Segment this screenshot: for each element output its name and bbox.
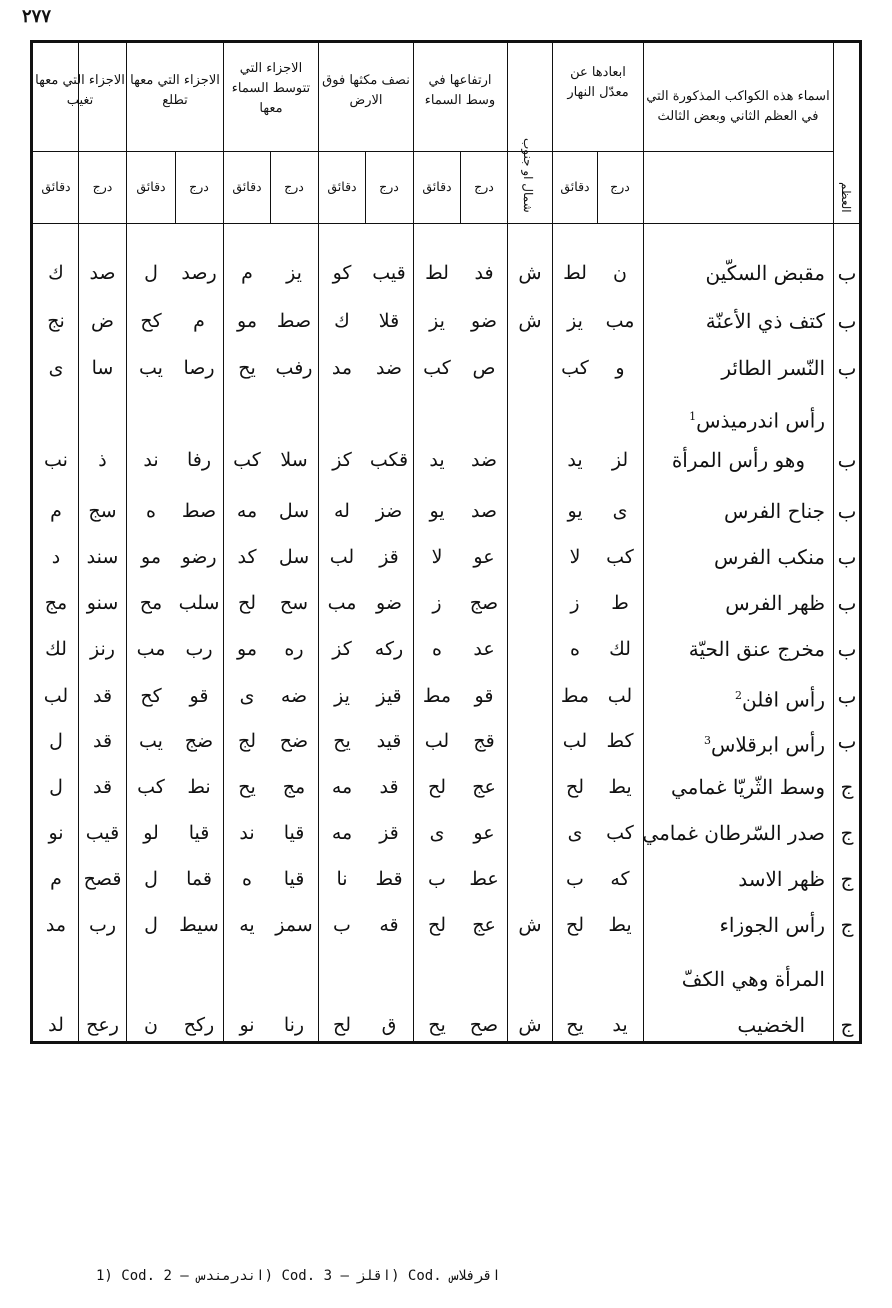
cell-d6: رعح: [86, 1014, 119, 1036]
page-number: ٢٧٧: [22, 6, 52, 27]
star-name-text: مقبض السكّين: [705, 261, 825, 285]
star-name-text: النّسر الطائر: [721, 356, 825, 380]
cell-d5: رب: [185, 638, 213, 660]
cell-m3: له: [334, 500, 350, 522]
cell-m6: لك: [45, 638, 67, 660]
footnote-ref: 1: [689, 410, 697, 423]
cell-m1: يد: [567, 449, 583, 471]
cell-m3: مب: [327, 592, 357, 614]
cell-d3: قد: [379, 776, 399, 798]
col-rule: [833, 43, 834, 1041]
cell-m3: يح: [333, 730, 351, 752]
cell-m2: ه: [432, 638, 442, 660]
cell-m6: نو: [48, 822, 64, 844]
star-name: [645, 627, 825, 671]
cell-m2: لا: [431, 546, 443, 568]
cell-m6: ك: [48, 262, 64, 284]
cell-m1: لح: [565, 776, 585, 798]
star-name-continued: الخضيب: [737, 1013, 805, 1037]
header-equator-distance: ابعادها عن معدّل النهار: [567, 65, 629, 100]
cell-d4: قيا: [283, 868, 305, 890]
cell-dir: [509, 438, 551, 482]
cell-dir: ش: [518, 914, 542, 936]
cell-m6: لب: [43, 685, 69, 707]
cell-m1: يح: [566, 1014, 584, 1036]
cell-m2: يح: [428, 1014, 446, 1036]
cell-d3: قز: [379, 546, 399, 568]
star-name-text: صدر السّرطان غمامي: [642, 821, 825, 845]
cell-m1: يو: [567, 500, 583, 522]
header-name: اسماء هذه الكواكب المذكورة التي في العظم الثاني وبعض الثالث: [646, 89, 830, 124]
star-name-text: جناح الفرس: [724, 499, 825, 523]
cell-d6: صد: [89, 262, 116, 284]
cell-d1: و: [615, 357, 625, 379]
cell-m5: ند: [143, 449, 159, 471]
cell-d6: ذ: [98, 449, 107, 471]
cell-d6: سج: [88, 500, 117, 522]
cell-m1: لب: [562, 730, 588, 752]
cell-m6: د: [51, 546, 61, 568]
star-table: [30, 40, 862, 1044]
cell-d4: قيا: [283, 822, 305, 844]
cell-m3: ب: [333, 914, 351, 936]
cell-m3: لب: [329, 546, 355, 568]
cell-m4: لح: [237, 592, 257, 614]
cell-m6: ل: [49, 730, 63, 752]
cell-d1: ن: [613, 262, 627, 284]
cell-d3: قه: [379, 914, 399, 936]
cell-d5: قيا: [188, 822, 210, 844]
cell-d2: عج: [472, 776, 496, 798]
cell-d3: قيز: [376, 685, 402, 707]
star-name-text: مخرج عنق الحيّة: [688, 637, 825, 661]
cell-d2: ضو: [471, 310, 497, 332]
cell-m1: لح: [565, 914, 585, 936]
star-name-text: رأس ابرقلاس: [710, 732, 825, 757]
cell-dir: ش: [518, 310, 542, 332]
cell-m5: يب: [139, 357, 163, 379]
cell-m6: مد: [45, 914, 67, 936]
cell-d3: ضد: [375, 357, 403, 379]
cell-d6: ض: [91, 310, 114, 332]
cell-dir: ش: [518, 1014, 542, 1036]
cell-m6: مج: [44, 592, 68, 614]
cell-d4: ضح: [279, 730, 309, 752]
cell-d2: ص: [472, 357, 496, 379]
star-name-text: ظهر الاسد: [738, 867, 825, 891]
subheader-min: دقائق: [136, 179, 166, 194]
cell-m2: يو: [429, 500, 445, 522]
cell-m2: يد: [429, 449, 445, 471]
cell-m1: كب: [561, 357, 589, 379]
star-name-text: المرأة وهي الكفّ: [681, 967, 825, 991]
cell-m5: ه: [146, 500, 156, 522]
cell-m5: ل: [144, 868, 158, 890]
header-altitude: ارتفاعها في وسط السماء: [424, 73, 496, 108]
cell-d6: قد: [92, 685, 113, 707]
col-rule: [643, 43, 644, 1041]
cell-d3: ضو: [376, 592, 402, 614]
cell-dir: [509, 627, 551, 671]
cell-m4: مو: [237, 310, 257, 332]
cell-d4: رنا: [283, 1014, 305, 1036]
header-direction: شمال او جنوب: [521, 138, 535, 213]
cell-m3: كز: [332, 638, 352, 660]
cell-m4: يح: [238, 776, 256, 798]
cell-d5: رصا: [183, 357, 215, 379]
star-name: [645, 395, 825, 439]
cell-d5: ضج: [184, 730, 214, 752]
subheader-deg: درج: [474, 179, 494, 194]
cell-m2: ب: [428, 868, 446, 890]
cell-m6: ل: [49, 776, 63, 798]
star-name-text: رأس اندرميذس: [696, 408, 825, 433]
cell-d1: يط: [608, 776, 632, 798]
cell-d1: كه: [610, 868, 630, 890]
cell-m6: نب: [44, 449, 68, 471]
cell-m5: مب: [136, 638, 166, 660]
star-magnitude: ب: [837, 591, 857, 615]
star-name-text: رأس الجوزاء: [719, 913, 825, 937]
cell-d6: رب: [88, 914, 117, 936]
subheader-min: دقائق: [327, 179, 357, 194]
cell-d5: رصد: [181, 262, 217, 284]
cell-d6: سنو: [86, 592, 119, 614]
cell-d3: قيد: [376, 730, 402, 752]
cell-d6: رنز: [90, 638, 115, 660]
cell-d2: صج: [469, 592, 499, 614]
cell-m4: ه: [242, 868, 252, 890]
cell-m2: لط: [425, 262, 449, 284]
footnote-ref: 3: [703, 734, 711, 747]
col-rule: [552, 43, 553, 1041]
cell-m1: ب: [566, 868, 584, 890]
sub-rule: [270, 151, 271, 223]
cell-m4: لج: [237, 730, 257, 752]
star-name: [645, 581, 825, 625]
cell-m2: لب: [424, 730, 450, 752]
cell-d2: عج: [472, 914, 496, 936]
cell-m3: مه: [331, 822, 353, 844]
cell-d2: قو: [474, 685, 494, 707]
subheader-min: دقائق: [232, 179, 262, 194]
header-magnitude: العظم: [839, 182, 853, 213]
footnote-ref: 2: [735, 689, 743, 702]
cell-d6: قيب: [85, 822, 120, 844]
star-magnitude: ب: [837, 261, 857, 285]
cell-m1: يز: [567, 310, 583, 332]
cell-m4: يح: [238, 357, 256, 379]
cell-dir: [509, 581, 551, 625]
cell-m4: كد: [237, 546, 257, 568]
cell-d1: مب: [605, 310, 635, 332]
cell-d6: سا: [91, 357, 114, 379]
cell-m2: ز: [432, 592, 442, 614]
star-name-text: منكب الفرس: [713, 545, 825, 569]
star-name: [645, 957, 825, 1001]
cell-d2: صد: [470, 500, 498, 522]
cell-d5: قما: [186, 868, 212, 890]
star-name: [645, 251, 825, 295]
star-name: [645, 857, 825, 901]
cell-d1: يط: [608, 914, 632, 936]
cell-m5: مو: [141, 546, 161, 568]
cell-m6: ى: [48, 357, 64, 379]
cell-d1: ى: [612, 500, 628, 522]
star-name: [645, 346, 825, 390]
cell-d4: رفب: [275, 357, 313, 379]
col-rule: [223, 43, 224, 1041]
cell-d5: نط: [187, 776, 211, 798]
cell-dir: [509, 489, 551, 533]
cell-m4: يه: [239, 914, 255, 936]
cell-d1: لب: [607, 685, 633, 707]
header-culminating: الاجزاء التي تتوسط السماء معها: [231, 61, 311, 116]
star-name-continued: وهو رأس المرأة: [671, 448, 805, 472]
cell-d2: عو: [473, 546, 495, 568]
cell-d5: قو: [189, 685, 209, 707]
cell-m2: ى: [429, 822, 445, 844]
header-setting: الاجزاء التي معها تغيب: [35, 73, 125, 108]
cell-d5: رضو: [181, 546, 217, 568]
star-magnitude: ب: [837, 545, 857, 569]
cell-m5: ل: [144, 262, 158, 284]
col-rule: [318, 43, 319, 1041]
star-magnitude: ج: [840, 1013, 854, 1037]
col-rule: [78, 43, 79, 1041]
cell-m3: مد: [331, 357, 353, 379]
subheader-min: دقائق: [560, 179, 590, 194]
cell-d5: صط: [181, 500, 217, 522]
cell-m4: نو: [239, 1014, 255, 1036]
cell-m5: مح: [139, 592, 163, 614]
cell-m5: ن: [144, 1014, 158, 1036]
star-magnitude: ج: [840, 821, 854, 845]
sub-rule: [365, 151, 366, 223]
cell-d4: مج: [282, 776, 306, 798]
subheader-deg: درج: [189, 179, 209, 194]
star-name-text: رأس افلن: [742, 687, 825, 712]
cell-dir: [509, 765, 551, 809]
cell-dir: [509, 346, 551, 390]
cell-m3: كو: [332, 262, 352, 284]
cell-m1: مط: [560, 685, 590, 707]
cell-d4: ره: [284, 638, 304, 660]
cell-d1: لك: [609, 638, 631, 660]
col-rule: [413, 43, 414, 1041]
cell-d4: سلا: [280, 449, 308, 471]
cell-d3: ق: [381, 1014, 397, 1036]
cell-m5: لو: [143, 822, 159, 844]
cell-m5: ل: [144, 914, 158, 936]
cell-m3: لح: [332, 1014, 352, 1036]
cell-d6: سند: [86, 546, 119, 568]
star-magnitude: ج: [840, 867, 854, 891]
star-name: [645, 674, 825, 718]
cell-d1: كب: [606, 822, 634, 844]
star-name: [645, 903, 825, 947]
cell-d2: فد: [474, 262, 494, 284]
cell-d1: كب: [606, 546, 634, 568]
cell-d4: صط: [276, 310, 312, 332]
subheader-min: دقائق: [422, 179, 452, 194]
star-magnitude: ب: [837, 309, 857, 333]
cell-m2: كب: [423, 357, 451, 379]
cell-d1: يد: [612, 1014, 628, 1036]
cell-m6: م: [50, 868, 62, 890]
cell-d3: قكب: [369, 449, 409, 471]
cell-m3: ك: [334, 310, 350, 332]
cell-m5: كح: [140, 310, 162, 332]
star-magnitude: ب: [837, 729, 857, 753]
cell-m4: كب: [233, 449, 261, 471]
star-magnitude: ب: [837, 684, 857, 708]
cell-m5: كب: [137, 776, 165, 798]
cell-d1: لز: [611, 449, 629, 471]
cell-d4: يز: [286, 262, 302, 284]
cell-d1: كط: [606, 730, 634, 752]
cell-m4: م: [241, 262, 253, 284]
cell-m1: ه: [570, 638, 580, 660]
star-magnitude: ب: [837, 499, 857, 523]
star-name: [645, 299, 825, 343]
cell-d6: قد: [92, 730, 113, 752]
cell-d3: قز: [379, 822, 399, 844]
cell-m2: لح: [427, 914, 447, 936]
cell-d2: قج: [473, 730, 495, 752]
cell-d4: ضه: [280, 685, 308, 707]
cell-d2: عو: [473, 822, 495, 844]
cell-d3: قط: [375, 868, 403, 890]
cell-dir: ش: [518, 262, 542, 284]
star-name-text: وسط الثّريّا غمامي: [671, 775, 825, 799]
cell-d4: سل: [278, 500, 310, 522]
subheader-deg: درج: [92, 179, 113, 194]
cell-m2: يز: [429, 310, 445, 332]
cell-m2: لح: [427, 776, 447, 798]
cell-d6: قصح: [83, 868, 122, 890]
footnote: 1) Cod. اندرمندس — 2) Cod. اقلز — 3) Cod. اقرفلاس: [96, 1268, 501, 1284]
sub-rule: [460, 151, 461, 223]
cell-m3: يز: [334, 685, 350, 707]
subheader-min: دقائق: [41, 179, 71, 194]
star-name: [645, 719, 825, 763]
sub-rule: [175, 151, 176, 223]
cell-m4: ند: [239, 822, 255, 844]
cell-d6: قد: [92, 776, 113, 798]
cell-d4: سمز: [275, 914, 313, 936]
cell-m4: ى: [239, 685, 255, 707]
star-magnitude: ج: [840, 913, 854, 937]
cell-dir: [509, 811, 551, 855]
header-bottom-rule: [33, 223, 859, 224]
cell-m3: نا: [336, 868, 348, 890]
cell-d3: قيب: [372, 262, 406, 284]
star-name: [645, 765, 825, 809]
cell-m1: ى: [567, 822, 583, 844]
cell-m1: ز: [570, 592, 580, 614]
col-rule: [507, 43, 508, 1041]
sub-rule: [597, 151, 598, 223]
cell-dir: [509, 535, 551, 579]
star-magnitude: ج: [840, 775, 854, 799]
cell-m4: مو: [237, 638, 257, 660]
cell-m6: لد: [48, 1014, 64, 1036]
star-magnitude: ب: [837, 356, 857, 380]
cell-d1: ط: [611, 592, 629, 614]
sub-rule: [126, 151, 127, 223]
cell-d3: ضز: [375, 500, 403, 522]
cell-dir: [509, 857, 551, 901]
cell-m1: لا: [569, 546, 581, 568]
star-name: [645, 535, 825, 579]
cell-dir: [509, 719, 551, 763]
cell-m3: مه: [331, 776, 353, 798]
header-half-arc: نصف مكثها فوق الارض: [322, 73, 410, 108]
cell-m1: لط: [563, 262, 587, 284]
subheader-deg: درج: [379, 179, 399, 194]
cell-m6: م: [50, 500, 62, 522]
cell-d2: ضد: [470, 449, 498, 471]
cell-d3: قلا: [378, 310, 400, 332]
star-magnitude: ب: [837, 637, 857, 661]
cell-d3: ركه: [374, 638, 404, 660]
header-sub-rule: [33, 151, 833, 152]
star-name: [642, 811, 825, 855]
cell-d2: عط: [469, 868, 499, 890]
subheader-deg: درج: [610, 179, 630, 194]
cell-d4: سل: [278, 546, 310, 568]
star-name-text: كتف ذي الأعنّة: [705, 309, 825, 333]
cell-m4: مه: [236, 500, 258, 522]
cell-d5: م: [193, 310, 205, 332]
cell-m5: كح: [140, 685, 162, 707]
cell-m2: مط: [422, 685, 452, 707]
cell-dir: [509, 674, 551, 718]
star-magnitude: ب: [837, 448, 857, 472]
cell-m6: نج: [47, 310, 65, 332]
cell-d5: سلب: [178, 592, 220, 614]
subheader-deg: درج: [284, 179, 304, 194]
star-name: [645, 489, 825, 533]
cell-m5: يب: [139, 730, 163, 752]
header-rising: الاجزاء التي معها تطلع: [130, 73, 220, 108]
cell-m3: كز: [332, 449, 352, 471]
cell-d5: رفا: [186, 449, 212, 471]
star-name-text: ظهر الفرس: [725, 591, 825, 615]
cell-d5: ركح: [183, 1014, 215, 1036]
cell-d2: صح: [469, 1014, 499, 1036]
cell-d2: عد: [473, 638, 495, 660]
cell-d5: سيط: [179, 914, 219, 936]
cell-d4: سح: [279, 592, 309, 614]
